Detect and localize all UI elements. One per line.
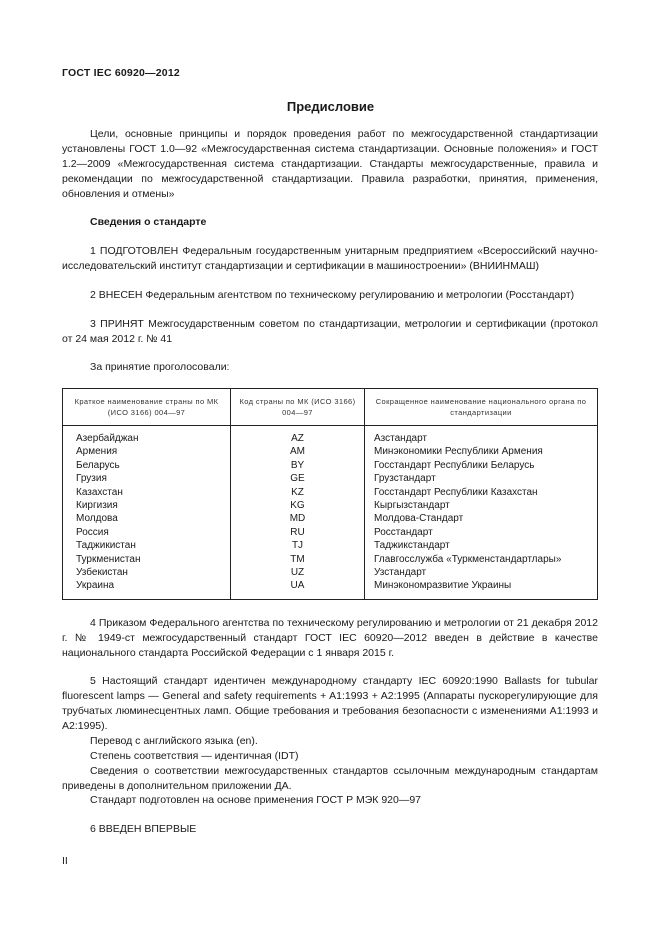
page-title: Предисловие [286,99,375,114]
country-name-cell: Беларусь [63,459,231,472]
conformity-note: Степень соответствия — идентичная (IDT) [90,750,299,762]
country-code-cell: UZ [231,566,365,579]
country-name-cell: Молдова [63,512,231,525]
voting-countries-table [62,388,598,600]
country-name-cell: Таджикистан [63,539,231,552]
country-name-cell: Узбекистан [63,566,231,579]
table-row [63,553,598,566]
table-row [63,486,598,499]
country-name-cell: Азербайджан [63,426,231,446]
table-row [63,579,598,599]
item-identical: 5 Настоящий стандарт идентичен международному стандарту IEC 60920:1990 Ballasts for tubular fluorescent lamps — General and safety requirements + A1:1993 + A2:1995 (Аппараты пускорегулирующие для трубчатых люминесцентных ламп. Общие требования и требования безопасности с изменениями A1:1993 и A2:1995). [62,675,598,732]
document-id-header: ГОСТ IEC 60920—2012 [62,67,180,79]
voted-label: За принятие проголосовали: [90,361,230,373]
item-order: 4 Приказом Федерального агентства по техническому регулированию и метрологии от 21 декабря 2012 г. № 1949-ст межгосударственный стандарт ГОСТ IEC 60920—2012 введен в действие в качестве национального стандарта Российской Федерации с 1 января 2015 г. [62,617,598,659]
table-row [63,472,598,485]
table-row [63,566,598,579]
standards-body-cell: Главгосслужба «Туркменстандартлары» [365,553,598,566]
standards-body-cell: Кыргызстандарт [365,499,598,512]
references-note: Сведения о соответствии межгосударственных стандартов ссылочным международным стандартам приведены в дополнительном приложении ДА. [62,765,598,792]
standards-body-cell: Азстандарт [365,426,598,446]
table-body [63,426,598,600]
header-standards-body: Сокращенное наименование национального органа по стандартизации [365,389,598,426]
item-prepared: 1 ПОДГОТОВЛЕН Федеральным государственным унитарным предприятием «Всероссийский научно-исследовательский институт стандартизации и сертификации в машиностроении» (ВНИИНМАШ) [62,245,598,272]
standards-body-cell: Молдова-Стандарт [365,512,598,525]
intro-paragraph: Цели, основные принципы и порядок проведения работ по межгосударственной стандартизации установлены ГОСТ 1.0—92 «Межгосударственная система стандартизации. Основные положения» и ГОСТ 1.2—2009 «Межгосударственная система стандартизации. Стандарты межгосударственные, правила и рекомендации по межгосударственной стандартизации. Правила разработки, принятия, применения, обновления и отмены» [62,128,598,200]
country-name-cell: Казахстан [63,486,231,499]
country-code-cell: KG [231,499,365,512]
table-row [63,426,598,446]
header-country-name: Краткое наименование страны по МК (ИСО 3166) 004—97 [63,389,231,426]
country-code-cell: AM [231,445,365,458]
country-name-cell: Туркменистан [63,553,231,566]
standards-body-cell: Росстандарт [365,526,598,539]
country-name-cell: Армения [63,445,231,458]
standards-body-cell: Узстандарт [365,566,598,579]
table-row [63,459,598,472]
table-row [63,526,598,539]
country-code-cell: MD [231,512,365,525]
table-row [63,512,598,525]
table-header-row [63,389,598,426]
standards-body-cell: Минэкономразвитие Украины [365,579,598,599]
item-introduced: 2 ВНЕСЕН Федеральным агентством по техническому регулированию и метрологии (Росстандарт) [90,289,575,301]
country-code-cell: BY [231,459,365,472]
translation-note: Перевод с английского языка (en). [90,735,258,747]
standards-body-cell: Грузстандарт [365,472,598,485]
country-code-cell: RU [231,526,365,539]
country-name-cell: Украина [63,579,231,599]
country-code-cell: TM [231,553,365,566]
table-row [63,539,598,552]
country-code-cell: KZ [231,486,365,499]
country-code-cell: TJ [231,539,365,552]
country-code-cell: UA [231,579,365,599]
item-adopted: 3 ПРИНЯТ Межгосударственным советом по стандартизации, метрологии и сертификации (протокол от 24 мая 2012 г. № 41 [62,318,598,345]
section-heading: Сведения о стандарте [90,216,207,228]
standards-body-cell: Таджикстандарт [365,539,598,552]
item-first-time: 6 ВВЕДЕН ВПЕРВЫЕ [90,823,197,835]
page-number: II [62,855,68,867]
country-name-cell: Россия [63,526,231,539]
table-row [63,499,598,512]
based-on-note: Стандарт подготовлен на основе применения ГОСТ Р МЭК 920—97 [90,794,422,806]
standards-body-cell: Минэкономики Республики Армения [365,445,598,458]
standards-body-cell: Госстандарт Республики Казахстан [365,486,598,499]
standards-body-cell: Госстандарт Республики Беларусь [365,459,598,472]
country-code-cell: AZ [231,426,365,446]
country-code-cell: GE [231,472,365,485]
country-name-cell: Киргизия [63,499,231,512]
table-row [63,445,598,458]
country-name-cell: Грузия [63,472,231,485]
header-country-code: Код страны по МК (ИСО 3166) 004—97 [231,389,365,426]
